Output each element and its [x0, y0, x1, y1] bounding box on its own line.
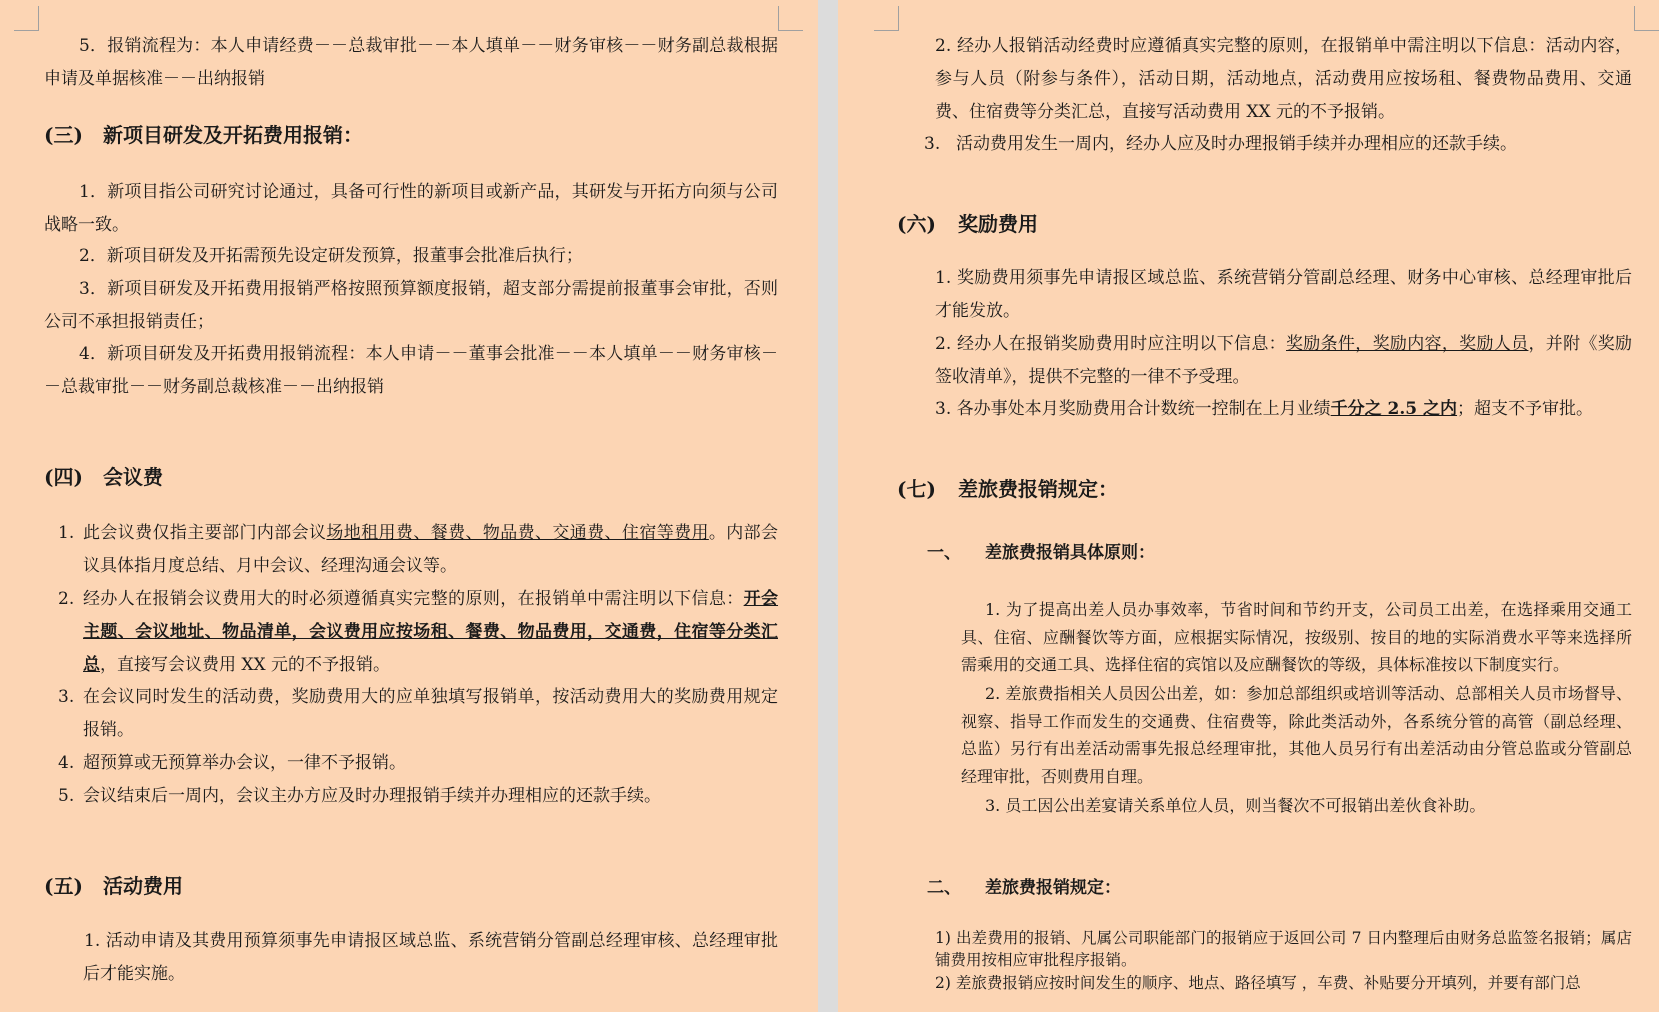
list-item: 1. 奖励费用须事先申请报区域总监、系统营销分管副总经理、财务中心审核、总经理审批后才能发放。	[935, 268, 1632, 321]
section-heading-5	[44, 871, 183, 901]
heading-title: 差旅费报销具体原则：	[985, 543, 1155, 563]
heading-number: 二、	[927, 878, 961, 898]
heading-title: 新项目研发及开拓费用报销：	[103, 123, 363, 147]
list-item	[961, 596, 1632, 679]
page-corner-mark	[778, 6, 803, 31]
section-heading-7	[897, 474, 1118, 504]
item-text: 。内部会议具体指月度总结、月中会议、经理沟通会议等。	[83, 523, 779, 576]
item-text: 差旅费指相关人员因公出差，如：参加总部组织或培训等活动、总部相关人员市场督导、视察、指导工作而发生的交通费、住宿费等，除此类活动外，各系统分管的高管（副总经理、总监）另行有出差活动需事先报总经理审批，其他人员另行有出差活动由分管总监或分管副总经理审批，否则费用自理。	[961, 684, 1632, 786]
page-corner-mark	[14, 6, 39, 31]
list-item: 4．新项目研发及开拓费用报销流程：本人申请－－董事会批准－－本人填单－－财务审核－－总裁审批－－财务副总裁核准－－出纳报销	[44, 344, 778, 397]
list-item	[58, 517, 779, 583]
heading-number: 一、	[927, 543, 961, 563]
list-item	[58, 780, 778, 813]
item-text: ，直接写会议费用 XX 元的不予报销。	[100, 655, 391, 675]
underlined-text: 场地租用费、餐费、物品费、交通费、住宿等费用	[326, 523, 709, 543]
list-item	[58, 747, 778, 780]
section-heading-3	[44, 120, 363, 150]
item-text: 此会议费仅指主要部门内部会议	[83, 523, 327, 543]
underlined-bold-text: 开会主题、会议地址、物品清单，会议费用应按场租、餐费、物品费用，交通费，住宿等分类汇总	[83, 589, 779, 675]
subsection-heading-2	[927, 873, 1121, 903]
item-number: 3.	[58, 687, 75, 707]
item-text: 2. 经办人在报销奖励费用时应注明以下信息：	[935, 334, 1286, 354]
heading-title: 奖励费用	[958, 212, 1038, 236]
item-number: 2.	[985, 684, 1001, 703]
item-text: 活动费用发生一周内，经办人应及时办理报销手续并办理相应的还款手续。	[956, 134, 1517, 154]
section-heading-6	[897, 209, 1038, 239]
heading-title: 会议费	[103, 465, 163, 489]
list-item: 1. 活动申请及其费用预算须事先申请报区域总监、系统营销分管副总经理审核、总经理审批后才能实施。	[83, 931, 778, 984]
list-item	[58, 681, 778, 747]
underlined-text: 奖励条件，奖励内容，奖励人员	[1285, 334, 1529, 354]
underlined-bold-text: 千分之 2.5 之内	[1330, 399, 1458, 419]
page-corner-mark	[1634, 6, 1659, 31]
item-number: 3.	[924, 134, 941, 154]
list-item	[935, 328, 1632, 394]
subsection-heading-1	[927, 538, 1155, 568]
list-item: 1) 出差费用的报销、凡属公司职能部门的报销应于返回公司 7 日内整理后由财务总监签名报销；属店铺费用按相应审批程序报销。	[935, 929, 1632, 969]
item-text: 会议结束后一周内，会议主办方应及时办理报销手续并办理相应的还款手续。	[83, 786, 661, 806]
item-text: 3. 各办事处本月奖励费用合计数统一控制在上月业绩	[935, 399, 1331, 419]
page-corner-mark	[874, 6, 899, 31]
list-item: 1．新项目指公司研究讨论通过，具备可行性的新项目或新产品，其研发与开拓方向须与公司战略一致。	[44, 182, 778, 235]
heading-title: 差旅费报销规定：	[958, 477, 1118, 501]
list-item	[58, 583, 779, 682]
list-item: 3．新项目研发及开拓费用报销严格按照预算额度报销，超支部分需提前报董事会审批，否则公司不承担报销责任；	[44, 279, 778, 332]
item-text: 员工因公出差宴请关系单位人员，则当餐次不可报销出差伙食补助。	[1005, 796, 1486, 815]
heading-number: (七)	[897, 477, 936, 501]
heading-number: (三)	[44, 123, 83, 147]
list-item	[961, 680, 1632, 790]
list-item	[961, 792, 1632, 820]
paragraph-reimbursement-flow: 5．报销流程为：本人申请经费－－总裁审批－－本人填单－－财务审核－－财务副总裁根据申请及单据核准－－出纳报销	[44, 36, 778, 89]
heading-title: 活动费用	[103, 874, 183, 898]
item-text: 在会议同时发生的活动费，奖励费用大的应单独填写报销单，按活动费用大的奖励费用规定报销。	[83, 687, 778, 740]
item-number: 2.	[58, 589, 75, 609]
list-item: 2. 经办人报销活动经费时应遵循真实完整的原则，在报销单中需注明以下信息：活动内容，参与人员（附参与条件），活动日期，活动地点，活动费用应按场租、餐费物品费用、交通费、住宿费等分类汇总，直接写活动费用 XX 元的不予报销。	[935, 36, 1632, 122]
item-number: 1.	[985, 600, 1001, 619]
list-item	[935, 393, 1632, 426]
item-number: 4.	[58, 753, 75, 773]
heading-number: (四)	[44, 465, 83, 489]
item-text: 为了提高出差人员办事效率，节省时间和节约开支，公司员工出差，在选择乘用交通工具、住宿、应酬餐饮等方面，应根据实际情况，按级别、按目的地的实际消费水平等来选择所需乘用的交通工具、选择住宿的宾馆以及应酬餐饮的等级，具体标准按以下制度实行。	[961, 600, 1632, 674]
list-item: 2) 差旅费报销应按时间发生的顺序、地点、路径填写 ，车费、补贴要分开填列，并要有部门总	[935, 974, 1581, 992]
list-item	[924, 128, 1632, 161]
heading-number: (五)	[44, 874, 83, 898]
item-text: 经办人在报销会议费用大的时必须遵循真实完整的原则，在报销单中需注明以下信息：	[83, 589, 744, 609]
item-number: 3.	[985, 796, 1001, 815]
heading-number: (六)	[897, 212, 936, 236]
item-text: ；超支不予审批。	[1457, 399, 1594, 419]
list-item: 2．新项目研发及开拓需预先设定研发预算，报董事会批准后执行；	[79, 246, 583, 266]
heading-title: 差旅费报销规定：	[985, 878, 1121, 898]
item-number: 1.	[58, 523, 75, 543]
document-page-left	[0, 0, 818, 1012]
item-number: 5.	[58, 786, 75, 806]
item-text: ，并附《奖励签收清单》，提供不完整的一律不予受理。	[935, 334, 1633, 387]
item-text: 超预算或无预算举办会议，一律不予报销。	[83, 753, 406, 773]
section-heading-4	[44, 462, 163, 492]
